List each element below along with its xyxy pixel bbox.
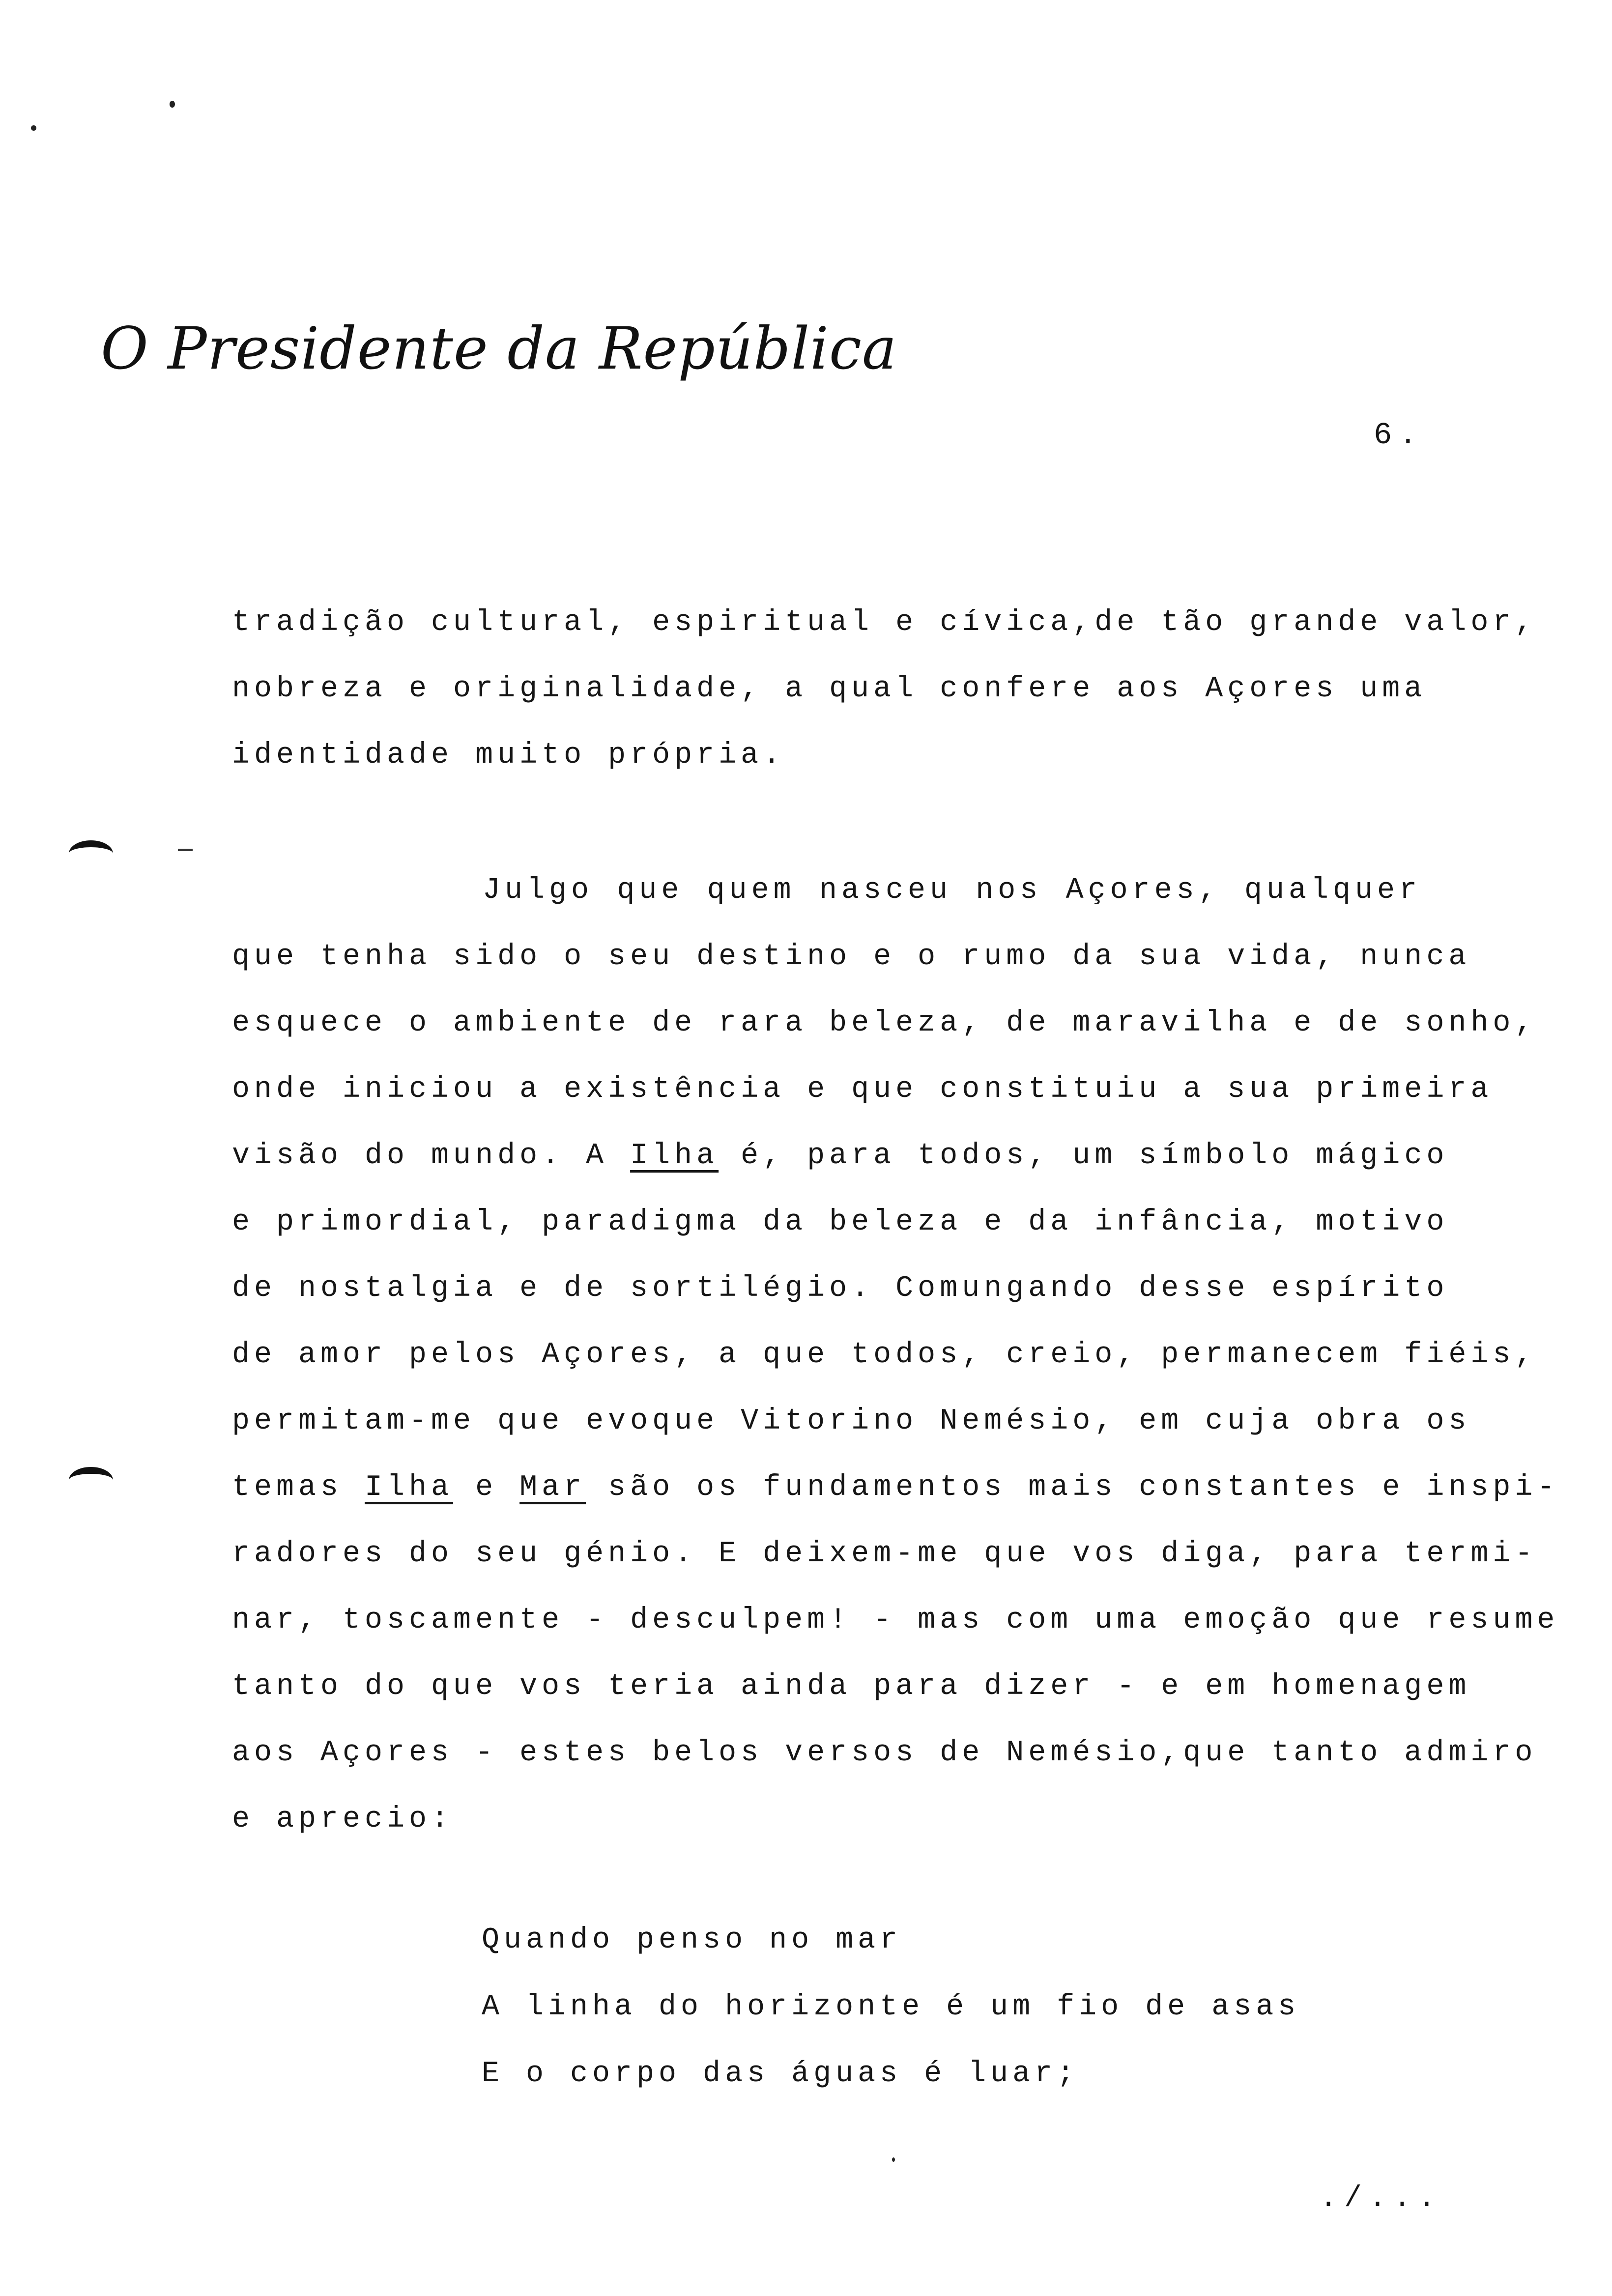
margin-dash [178,849,193,851]
scan-speck [892,2157,895,2162]
paragraph-line: e primordial, paradigma da beleza e da infância, motivo [232,1205,1449,1239]
paragraph-line: identidade muito própria. [232,739,785,772]
poem-line: E o corpo das águas é luar; [482,2057,1079,2091]
paragraph-line: nobreza e originalidade, a qual confere aos Açores uma [232,672,1427,706]
poem-line: Quando penso no mar [482,1923,902,1957]
paragraph-line: permitam-me que evoque Vitorino Nemésio, em cuja obra os [232,1405,1471,1438]
paragraph-2 [232,858,1559,1853]
paragraph-line: radores do seu génio. E deixem-me que vos diga, para termi- [232,1537,1537,1571]
letterhead-logo: O Presidente da República [101,315,897,382]
poem-line: A linha do horizonte é um fio de asas [482,1990,1300,2024]
paragraph-line: aos Açores - estes belos versos de Nemésio,que tanto admiro [232,1736,1537,1770]
paragraph-1 [232,590,1537,789]
paragraph-line: esquece o ambiente de rara beleza, de maravilha e de sonho, [232,1006,1537,1040]
paragraph-line: onde iniciou a existência e que constituiu a sua primeira [232,1073,1493,1106]
paragraph-line: Julgo que quem nasceu nos Açores, qualquer [483,874,1421,907]
paragraph-line: de amor pelos Açores, a que todos, creio, permanecem fiéis, [232,1338,1537,1372]
paragraph-line: visão do mundo. A Ilha é, para todos, um símbolo mágico [232,1139,1449,1173]
paragraph-line: tradição cultural, espiritual e cívica,de tão grande valor, [232,606,1537,639]
paragraph-line: e aprecio: [232,1803,454,1836]
continuation-marker: ./... [1320,2182,1443,2215]
paragraph-line: tanto do que vos teria ainda para dizer - e em homenagem [232,1670,1471,1703]
paragraph-line: nar, toscamente - desculpem! - mas com uma emoção que resume [232,1604,1559,1637]
paragraph-line: de nostalgia e de sortilégio. Comungando desse espírito [232,1272,1449,1305]
page-number: 6. [1374,418,1424,453]
margin-mark [69,1467,113,1493]
scan-speck [170,101,175,108]
poem-excerpt [482,1907,1300,2107]
scan-speck [31,125,36,131]
paragraph-line: que tenha sido o seu destino e o rumo da sua vida, nunca [232,940,1471,974]
paragraph-line: temas Ilha e Mar são os fundamentos mais constantes e inspi- [232,1471,1559,1504]
margin-mark [69,840,113,867]
